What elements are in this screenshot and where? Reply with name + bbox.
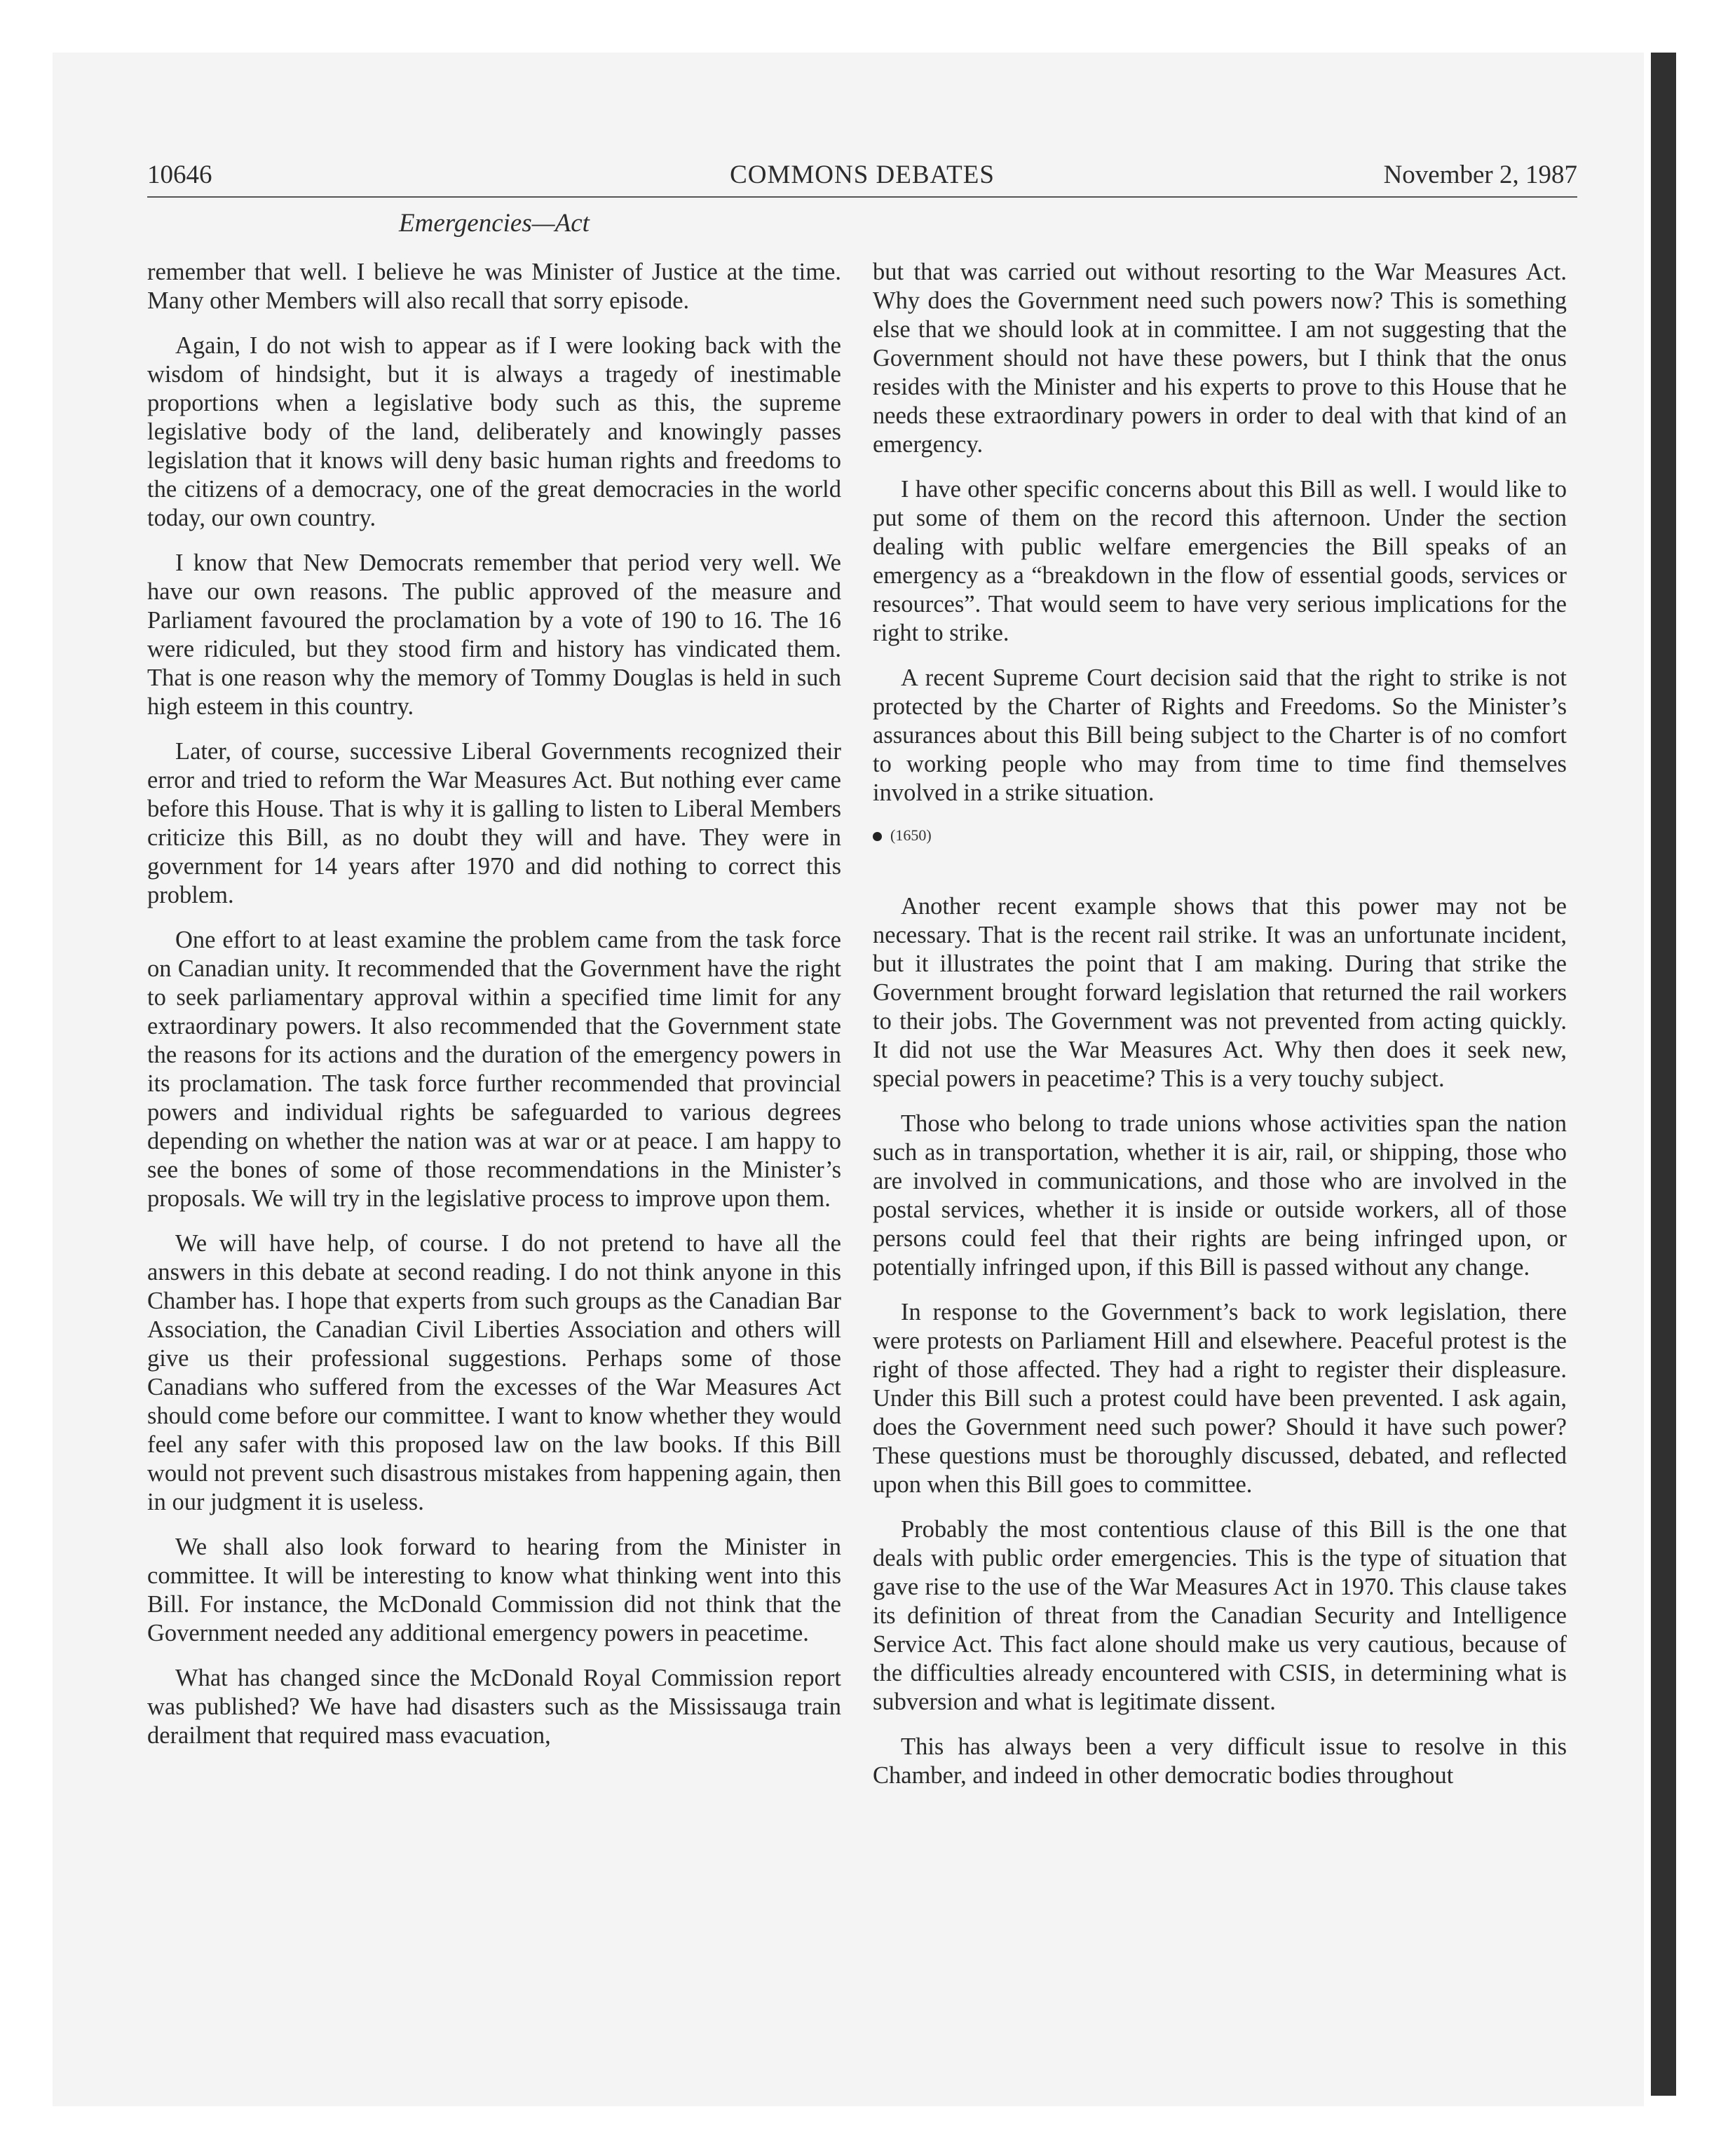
paragraph: A recent Supreme Court decision said that the right to strike is not protected by the Charter of Rights and Freedoms. So the Minister’s assurances about this Bill being subject to the Charter is of no comfort to working people who may from time to time find themselves involved in a strike situation.: [873, 664, 1567, 806]
paragraph: I have other specific concerns about this Bill as well. I would like to put some of them on the record this afternoon. Under the section dealing with public welfare emergencies the Bill speaks of an emergency as a “breakdown in the flow of essential goods, services or resources”. That would seem to have very serious implications for the right to strike.: [873, 476, 1567, 646]
paragraph: One effort to at least examine the problem came from the task force on Canadian unity. It recommended that the Government have the right to seek parliamentary approval within a specified time limit for any extraordinary powers. It also recommended that the Government state the reasons for its actions and the duration of the emergency powers in its proclamation. The task force further recommended that provincial powers and individual rights be safeguarded to various degrees depending on whether the nation was at war or at peace. I am happy to see the bones of some of those recommendations in the Minister’s proposals. We will try in the legislative process to improve upon them.: [147, 927, 841, 1212]
paragraph: We shall also look forward to hearing from the Minister in committee. It will be interesting to know what thinking went into this Bill. For instance, the McDonald Commission did not think that the Government needed any additional emergency powers in peacetime.: [147, 1534, 841, 1646]
paragraph: Probably the most contentious clause of this Bill is the one that deals with public order emergencies. This is the type of situation that gave rise to the use of the War Measures Act in 1970. This clause takes its definition of threat from the Canadian Security and Intelligence Service Act. This fact alone should make us very cautious, because of the difficulties already encountered with CSIS, in determining what is subversion and what is legitimate dissent.: [873, 1516, 1567, 1715]
paragraph: I know that New Democrats remember that period very well. We have our own reasons. The public approved of the measure and Parliament favoured the proclamation by a vote of 190 to 16. The 16 were ridiculed, but they stood firm and history has vindicated them. That is one reason why the memory of Tommy Douglas is held in such high esteem in this country.: [147, 550, 841, 720]
bullet-icon: [873, 832, 882, 841]
paragraph: Again, I do not wish to appear as if I were looking back with the wisdom of hindsight, but it is always a tragedy of inestimable proportions when a legislative body such as this, the supreme legislative body of the land, deliberately and knowingly passes legislation that it knows will deny basic human rights and freedoms to the citizens of a democracy, one of the great democracies in the world today, our own country.: [147, 332, 841, 531]
paragraph: remember that well. I believe he was Minister of Justice at the time. Many other Members will also recall that sorry episode.: [147, 259, 841, 314]
paragraph: Another recent example shows that this power may not be necessary. That is the recent rail strike. It was an unfortunate incident, but it illustrates the point that I am making. During that strike the Government brought forward legislation that returned the rail workers to their jobs. The Government was not prevented from acting quickly. It did not use the War Measures Act. Why then does it seek new, special powers in peacetime? This is a very touchy subject.: [873, 893, 1567, 1092]
paragraph: but that was carried out without resorting to the War Measures Act. Why does the Government need such powers now? This is something else that we should look at in committee. I am not suggesting that the Government should not have these powers, but I think that the onus resides with the Minister and his experts to prove to this House that he needs these extraordinary powers in order to deal with that kind of an emergency.: [873, 259, 1567, 458]
paragraph: This has always been a very difficult issue to resolve in this Chamber, and indeed in other democratic bodies throughout: [873, 1733, 1567, 1789]
time-marker-label: (1650): [890, 826, 932, 844]
paragraph: What has changed since the McDonald Royal Commission report was published? We have had disasters such as the Mississauga train derailment that required mass evacuation,: [147, 1665, 841, 1749]
page-header: [147, 160, 1577, 195]
publication-date: November 2, 1987: [1383, 161, 1577, 189]
left-column: [147, 258, 841, 1766]
publication-title: COMMONS DEBATES: [730, 161, 995, 189]
scan-edge-shadow: [1651, 53, 1676, 2096]
paragraph: In response to the Government’s back to work legislation, there were protests on Parliament Hill and elsewhere. Peaceful protest is the right of those affected. They had a right to register their displeasure. Under this Bill such a protest could have been prevented. I ask again, does the Government need such power? Should it have such power? These questions must be thoroughly discussed, debated, and reflected upon when this Bill goes to committee.: [873, 1299, 1567, 1498]
time-marker: [873, 824, 1567, 847]
header-rule: [147, 196, 1577, 198]
paragraph: Later, of course, successive Liberal Governments recognized their error and tried to reform the War Measures Act. But nothing ever came before this House. That is why it is galling to listen to Liberal Members criticize this Bill, as no doubt they will and have. They were in government for 14 years after 1970 and did nothing to correct this problem.: [147, 738, 841, 908]
paragraph: We will have help, of course. I do not pretend to have all the answers in this debate at second reading. I do not think anyone in this Chamber has. I hope that experts from such groups as the Canadian Bar Association, the Canadian Civil Liberties Association and others will give us their professional suggestions. Perhaps some of those Canadians who suffered from the excesses of the War Measures Act should come before our committee. I want to know whether they would feel any safer with this proposed law on the law books. If this Bill would not prevent such disastrous mistakes from happening again, then in our judgment it is useless.: [147, 1230, 841, 1515]
section-title: Emergencies—Act: [399, 209, 590, 238]
page-number: 10646: [147, 161, 212, 189]
right-column: [873, 258, 1567, 1806]
paragraph: Those who belong to trade unions whose activities span the nation such as in transportation, whether it is air, rail, or shipping, those who are involved in communications, and those who are involved in the postal services, whether it is inside or outside workers, all of those persons could feel that their rights are being infringed upon, or potentially infringed upon, if this Bill is passed without any change.: [873, 1110, 1567, 1281]
